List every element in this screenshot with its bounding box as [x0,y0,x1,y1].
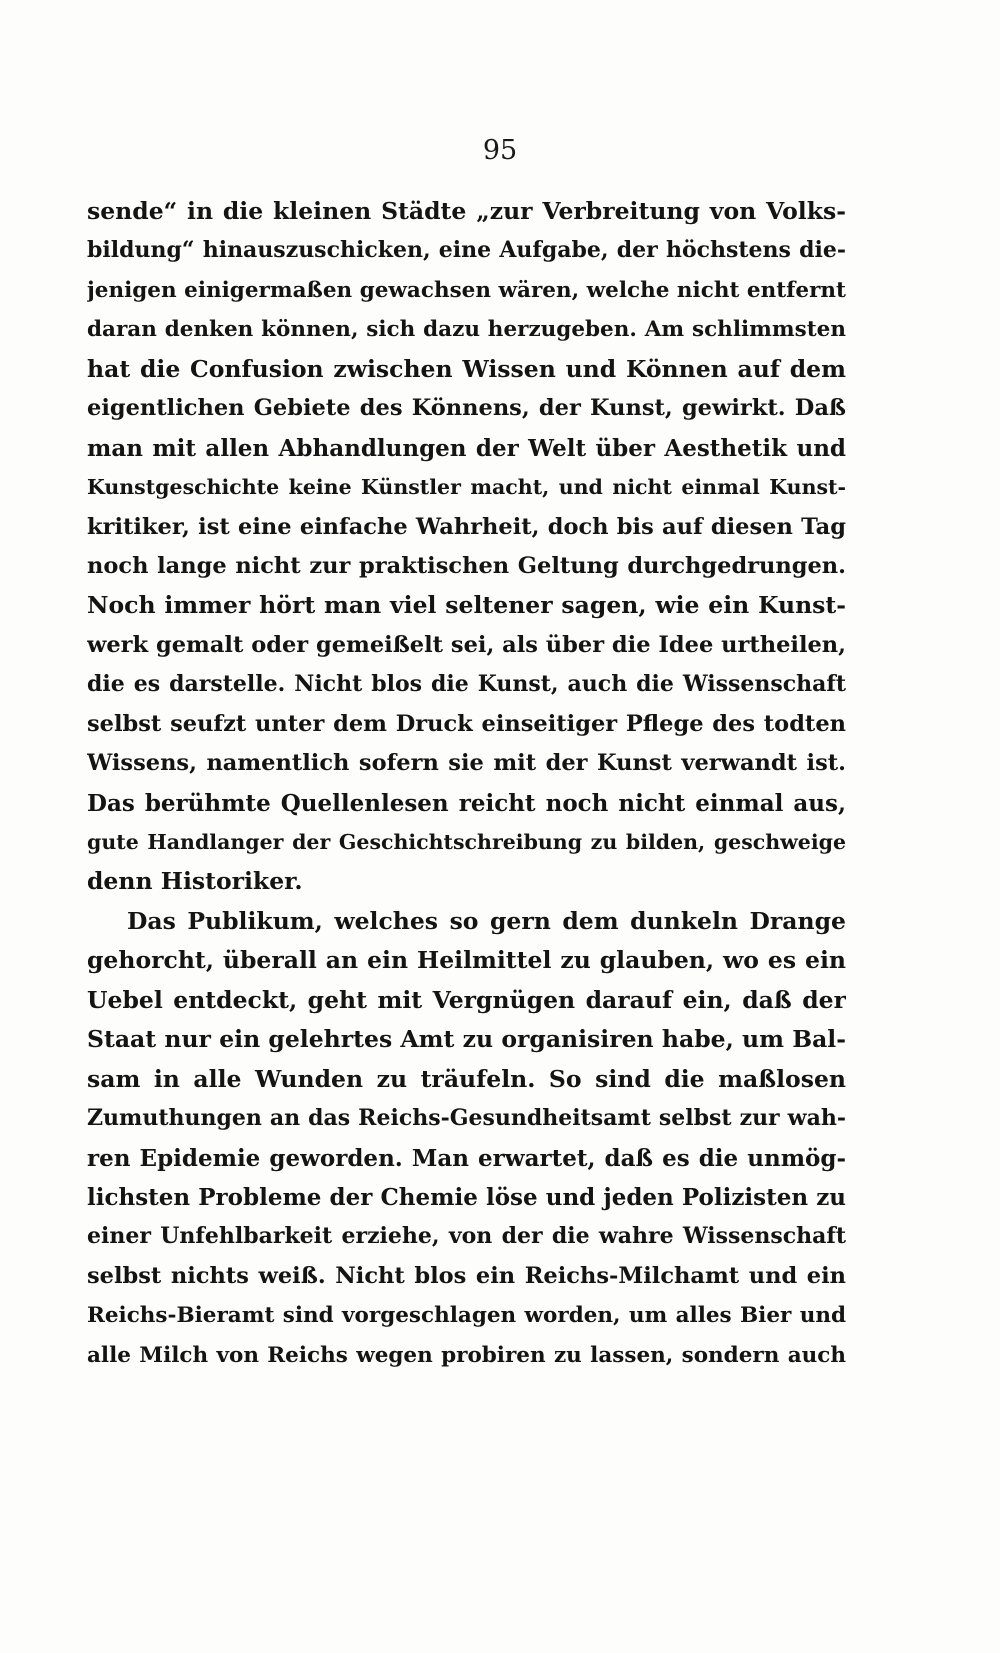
text-line: alle Milch von Reichs wegen probiren zu lassen, sondern auch [87,1342,846,1368]
text-line: die es darstelle. Nicht blos die Kunst, auch die Wissenschaft [87,671,846,698]
text-line: Zumuthungen an das Reichs-Gesundheitsamt selbst zur wah- [87,1105,846,1132]
text-line: ren Epidemie geworden. Man erwartet, daß es die unmög- [87,1144,846,1172]
text-line: lichsten Probleme der Chemie löse und jeden Polizisten zu [87,1183,846,1211]
text-line: Reichs-Bieramt sind vorgeschlagen worden, um alles Bier und [87,1303,846,1329]
text-line: Wissens, namentlich sofern sie mit der Kunst verwandt ist. [87,750,846,777]
paragraph-start-line: Das Publikum, welches so gern dem dunkeln Drange [127,906,846,935]
text-line: gute Handlanger der Geschichtschreibung zu bilden, geschweige [87,830,846,854]
text-line: noch lange nicht zur praktischen Geltung durchgedrungen. [87,552,846,579]
text-line: bildung“ hinauszuschicken, eine Aufgabe, der höchstens die- [87,237,846,264]
text-line: Uebel entdeckt, geht mit Vergnügen darauf ein, daß der [87,985,846,1014]
text-line: Kunstgeschichte keine Künstler macht, und nicht einmal Kunst- [87,475,846,500]
text-line: jenigen einigermaßen gewachsen wären, welche nicht entfernt [87,277,846,303]
text-line: man mit allen Abhandlungen der Welt über Aesthetik und [87,434,846,462]
text-line: kritiker, ist eine einfache Wahrheit, doch bis auf diesen Tag [87,513,846,540]
text-line: Das berühmte Quellenlesen reicht noch nicht einmal aus, [87,789,846,817]
text-line: sam in alle Wunden zu träufeln. So sind die maßlosen [87,1064,846,1093]
text-line: daran denken können, sich dazu herzugeben. Am schlimmsten [87,317,846,343]
text-line: einer Unfehlbarkeit erziehe, von der die wahre Wissenschaft [87,1223,846,1250]
text-line: eigentlichen Gebiete des Könnens, der Kunst, gewirkt. Daß [87,395,846,422]
text-line: sende“ in die kleinen Städte „zur Verbreitung von Volks- [87,197,846,225]
paragraph-end-line: denn Historiker. [87,867,303,896]
page-number: 95 [482,135,518,166]
text-line: werk gemalt oder gemeißelt sei, als über die Idee urtheilen, [87,631,846,658]
text-line: Staat nur ein gelehrtes Amt zu organisiren habe, um Bal- [87,1025,846,1054]
text-line: Noch immer hört man viel seltener sagen, wie ein Kunst- [87,591,846,620]
text-line: gehorcht, überall an ein Heilmittel zu glauben, wo es ein [87,946,846,975]
text-line: hat die Confusion zwischen Wissen und Können auf dem [87,354,846,383]
text-line: selbst seufzt unter dem Druck einseitiger Pflege des todten [87,710,846,737]
body-text [87,192,846,1375]
text-line: selbst nichts weiß. Nicht blos ein Reichs-Milchamt und ein [87,1262,846,1289]
